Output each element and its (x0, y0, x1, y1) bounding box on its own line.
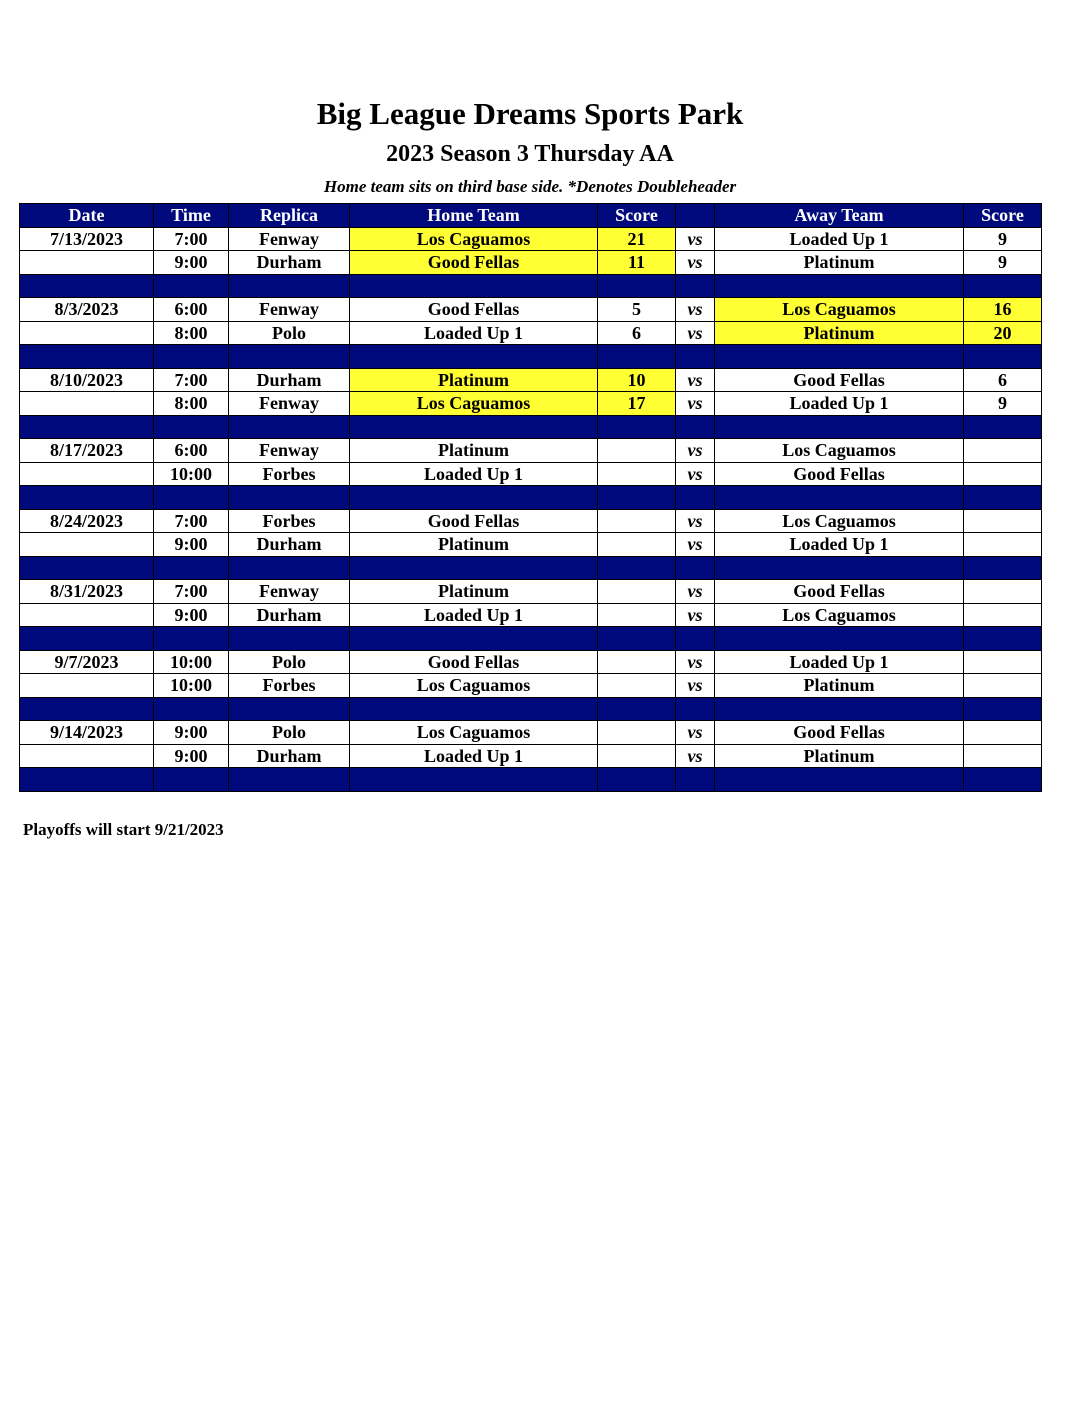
game-row (20, 744, 1042, 768)
spacer-cell (154, 697, 229, 721)
spacer-cell (715, 556, 964, 580)
spacer-cell (229, 486, 350, 510)
spacer-cell (964, 768, 1042, 792)
away-team-cell: Good Fellas (715, 462, 964, 486)
vs-cell: vs (676, 439, 715, 463)
spacer-cell (229, 274, 350, 298)
replica-field-cell: Durham (229, 251, 350, 275)
spacer-cell (20, 556, 154, 580)
spacer-row (20, 486, 1042, 510)
spacer-cell (964, 556, 1042, 580)
away-score-cell (964, 533, 1042, 557)
home-team-cell: Platinum (350, 533, 598, 557)
home-score-cell: 11 (598, 251, 676, 275)
game-row (20, 368, 1042, 392)
spacer-cell (350, 345, 598, 369)
replica-field-cell: Fenway (229, 580, 350, 604)
game-row (20, 580, 1042, 604)
spacer-cell (154, 556, 229, 580)
header-row (20, 204, 1042, 228)
away-score-cell (964, 509, 1042, 533)
date-cell: 9/7/2023 (20, 650, 154, 674)
game-row (20, 462, 1042, 486)
time-cell: 9:00 (154, 251, 229, 275)
date-cell (20, 744, 154, 768)
spacer-cell (20, 768, 154, 792)
home-score-cell (598, 674, 676, 698)
away-score-cell: 9 (964, 251, 1042, 275)
spacer-cell (676, 345, 715, 369)
doubleheader-note: Home team sits on third base side. *Denotes Doubleheader (323, 177, 737, 196)
replica-field-cell: Fenway (229, 439, 350, 463)
home-team-cell: Loaded Up 1 (350, 462, 598, 486)
date-cell (20, 251, 154, 275)
away-team-cell: Los Caguamos (715, 439, 964, 463)
away-team-cell: Good Fellas (715, 368, 964, 392)
spacer-cell (715, 345, 964, 369)
time-cell: 9:00 (154, 744, 229, 768)
game-row (20, 227, 1042, 251)
away-score-cell: 20 (964, 321, 1042, 345)
home-team-cell: Los Caguamos (350, 392, 598, 416)
schedule-body (20, 227, 1042, 791)
date-cell (20, 462, 154, 486)
col-time-header: Time (154, 204, 229, 228)
spacer-cell (964, 697, 1042, 721)
home-score-cell (598, 439, 676, 463)
spacer-cell (676, 627, 715, 651)
spacer-cell (154, 627, 229, 651)
spacer-cell (350, 768, 598, 792)
schedule-table (19, 203, 1042, 792)
vs-cell: vs (676, 674, 715, 698)
home-team-cell: Los Caguamos (350, 227, 598, 251)
spacer-cell (715, 697, 964, 721)
spacer-cell (715, 486, 964, 510)
date-cell: 8/3/2023 (20, 298, 154, 322)
away-team-cell: Platinum (715, 674, 964, 698)
home-team-cell: Platinum (350, 439, 598, 463)
time-cell: 6:00 (154, 298, 229, 322)
away-score-cell: 16 (964, 298, 1042, 322)
date-cell: 9/14/2023 (20, 721, 154, 745)
home-team-cell: Loaded Up 1 (350, 321, 598, 345)
time-cell: 10:00 (154, 674, 229, 698)
away-score-cell (964, 744, 1042, 768)
home-team-cell: Loaded Up 1 (350, 744, 598, 768)
home-score-cell: 21 (598, 227, 676, 251)
spacer-cell (676, 697, 715, 721)
vs-cell: vs (676, 721, 715, 745)
spacer-cell (964, 415, 1042, 439)
vs-cell: vs (676, 650, 715, 674)
spacer-cell (598, 556, 676, 580)
spacer-cell (964, 345, 1042, 369)
game-row (20, 721, 1042, 745)
date-cell (20, 321, 154, 345)
spacer-cell (598, 697, 676, 721)
away-score-cell (964, 721, 1042, 745)
away-team-cell: Loaded Up 1 (715, 227, 964, 251)
game-row (20, 603, 1042, 627)
spacer-cell (676, 768, 715, 792)
game-row (20, 533, 1042, 557)
spacer-row (20, 345, 1042, 369)
spacer-cell (715, 274, 964, 298)
spacer-cell (20, 274, 154, 298)
vs-cell: vs (676, 298, 715, 322)
date-cell: 8/17/2023 (20, 439, 154, 463)
spacer-cell (715, 768, 964, 792)
spacer-cell (350, 415, 598, 439)
col-home-score-header: Score (598, 204, 676, 228)
replica-field-cell: Forbes (229, 674, 350, 698)
replica-field-cell: Forbes (229, 462, 350, 486)
time-cell: 9:00 (154, 721, 229, 745)
away-team-cell: Good Fellas (715, 721, 964, 745)
home-score-cell (598, 580, 676, 604)
spacer-cell (676, 486, 715, 510)
spacer-cell (598, 486, 676, 510)
home-score-cell (598, 533, 676, 557)
vs-cell: vs (676, 462, 715, 486)
spacer-cell (20, 697, 154, 721)
time-cell: 8:00 (154, 321, 229, 345)
game-row (20, 298, 1042, 322)
vs-cell: vs (676, 321, 715, 345)
spacer-row (20, 627, 1042, 651)
spacer-cell (229, 627, 350, 651)
away-team-cell: Los Caguamos (715, 509, 964, 533)
spacer-row (20, 415, 1042, 439)
away-score-cell (964, 439, 1042, 463)
home-score-cell (598, 650, 676, 674)
away-team-cell: Los Caguamos (715, 298, 964, 322)
home-score-cell (598, 509, 676, 533)
spacer-cell (715, 627, 964, 651)
spacer-cell (598, 627, 676, 651)
away-team-cell: Platinum (715, 251, 964, 275)
date-cell: 8/31/2023 (20, 580, 154, 604)
time-cell: 10:00 (154, 462, 229, 486)
vs-cell: vs (676, 580, 715, 604)
spacer-cell (154, 274, 229, 298)
date-cell (20, 603, 154, 627)
page-title: Big League Dreams Sports Park (316, 96, 744, 131)
away-score-cell: 6 (964, 368, 1042, 392)
spacer-cell (598, 345, 676, 369)
spacer-cell (154, 768, 229, 792)
home-team-cell: Good Fellas (350, 298, 598, 322)
away-team-cell: Platinum (715, 744, 964, 768)
vs-cell: vs (676, 509, 715, 533)
date-cell (20, 674, 154, 698)
replica-field-cell: Fenway (229, 392, 350, 416)
home-team-cell: Good Fellas (350, 650, 598, 674)
time-cell: 6:00 (154, 439, 229, 463)
spacer-cell (229, 345, 350, 369)
away-score-cell (964, 603, 1042, 627)
game-row (20, 650, 1042, 674)
col-date-header: Date (20, 204, 154, 228)
date-cell: 7/13/2023 (20, 227, 154, 251)
spacer-cell (350, 627, 598, 651)
date-cell: 8/24/2023 (20, 509, 154, 533)
game-row (20, 439, 1042, 463)
home-score-cell (598, 603, 676, 627)
spacer-cell (676, 274, 715, 298)
replica-field-cell: Fenway (229, 227, 350, 251)
away-team-cell: Loaded Up 1 (715, 650, 964, 674)
spacer-cell (229, 556, 350, 580)
home-score-cell (598, 721, 676, 745)
away-score-cell (964, 674, 1042, 698)
replica-field-cell: Forbes (229, 509, 350, 533)
spacer-cell (350, 274, 598, 298)
away-score-cell: 9 (964, 227, 1042, 251)
playoffs-footer: Playoffs will start 9/21/2023 (23, 820, 224, 839)
spacer-cell (350, 697, 598, 721)
vs-cell: vs (676, 603, 715, 627)
col-vs-header (676, 204, 715, 228)
spacer-row (20, 768, 1042, 792)
home-team-cell: Loaded Up 1 (350, 603, 598, 627)
spacer-cell (598, 274, 676, 298)
game-row (20, 674, 1042, 698)
replica-field-cell: Durham (229, 533, 350, 557)
away-team-cell: Loaded Up 1 (715, 392, 964, 416)
spacer-cell (676, 556, 715, 580)
away-team-cell: Good Fellas (715, 580, 964, 604)
home-score-cell: 17 (598, 392, 676, 416)
vs-cell: vs (676, 392, 715, 416)
home-team-cell: Los Caguamos (350, 721, 598, 745)
spacer-cell (20, 345, 154, 369)
spacer-row (20, 556, 1042, 580)
home-score-cell (598, 462, 676, 486)
time-cell: 9:00 (154, 603, 229, 627)
spacer-cell (20, 415, 154, 439)
game-row (20, 251, 1042, 275)
vs-cell: vs (676, 251, 715, 275)
replica-field-cell: Durham (229, 368, 350, 392)
replica-field-cell: Polo (229, 650, 350, 674)
spacer-row (20, 274, 1042, 298)
home-team-cell: Platinum (350, 368, 598, 392)
spacer-cell (598, 768, 676, 792)
away-score-cell (964, 580, 1042, 604)
away-score-cell (964, 462, 1042, 486)
home-score-cell: 6 (598, 321, 676, 345)
season-subtitle: 2023 Season 3 Thursday AA (386, 141, 674, 167)
spacer-cell (964, 627, 1042, 651)
game-row (20, 509, 1042, 533)
spacer-cell (154, 415, 229, 439)
spacer-cell (964, 486, 1042, 510)
col-away-team-header: Away Team (715, 204, 964, 228)
replica-field-cell: Durham (229, 744, 350, 768)
replica-field-cell: Durham (229, 603, 350, 627)
home-team-cell: Good Fellas (350, 509, 598, 533)
spacer-cell (20, 486, 154, 510)
vs-cell: vs (676, 227, 715, 251)
home-team-cell: Good Fellas (350, 251, 598, 275)
away-team-cell: Los Caguamos (715, 603, 964, 627)
time-cell: 8:00 (154, 392, 229, 416)
time-cell: 7:00 (154, 509, 229, 533)
spacer-cell (350, 486, 598, 510)
spacer-cell (229, 768, 350, 792)
game-row (20, 392, 1042, 416)
date-cell (20, 392, 154, 416)
col-home-team-header: Home Team (350, 204, 598, 228)
time-cell: 7:00 (154, 227, 229, 251)
away-score-cell: 9 (964, 392, 1042, 416)
date-cell (20, 533, 154, 557)
vs-cell: vs (676, 744, 715, 768)
spacer-cell (229, 415, 350, 439)
home-team-cell: Los Caguamos (350, 674, 598, 698)
spacer-cell (715, 415, 964, 439)
spacer-cell (20, 627, 154, 651)
replica-field-cell: Polo (229, 321, 350, 345)
replica-field-cell: Polo (229, 721, 350, 745)
spacer-cell (229, 697, 350, 721)
home-score-cell (598, 744, 676, 768)
date-cell: 8/10/2023 (20, 368, 154, 392)
time-cell: 9:00 (154, 533, 229, 557)
time-cell: 7:00 (154, 580, 229, 604)
spacer-cell (350, 556, 598, 580)
time-cell: 10:00 (154, 650, 229, 674)
home-score-cell: 10 (598, 368, 676, 392)
away-score-cell (964, 650, 1042, 674)
spacer-cell (676, 415, 715, 439)
home-team-cell: Platinum (350, 580, 598, 604)
vs-cell: vs (676, 533, 715, 557)
away-team-cell: Platinum (715, 321, 964, 345)
vs-cell: vs (676, 368, 715, 392)
spacer-cell (964, 274, 1042, 298)
col-replica-header: Replica (229, 204, 350, 228)
home-score-cell: 5 (598, 298, 676, 322)
spacer-cell (598, 415, 676, 439)
spacer-cell (154, 486, 229, 510)
col-away-score-header: Score (964, 204, 1042, 228)
away-team-cell: Loaded Up 1 (715, 533, 964, 557)
time-cell: 7:00 (154, 368, 229, 392)
spacer-row (20, 697, 1042, 721)
spacer-cell (154, 345, 229, 369)
game-row (20, 321, 1042, 345)
replica-field-cell: Fenway (229, 298, 350, 322)
